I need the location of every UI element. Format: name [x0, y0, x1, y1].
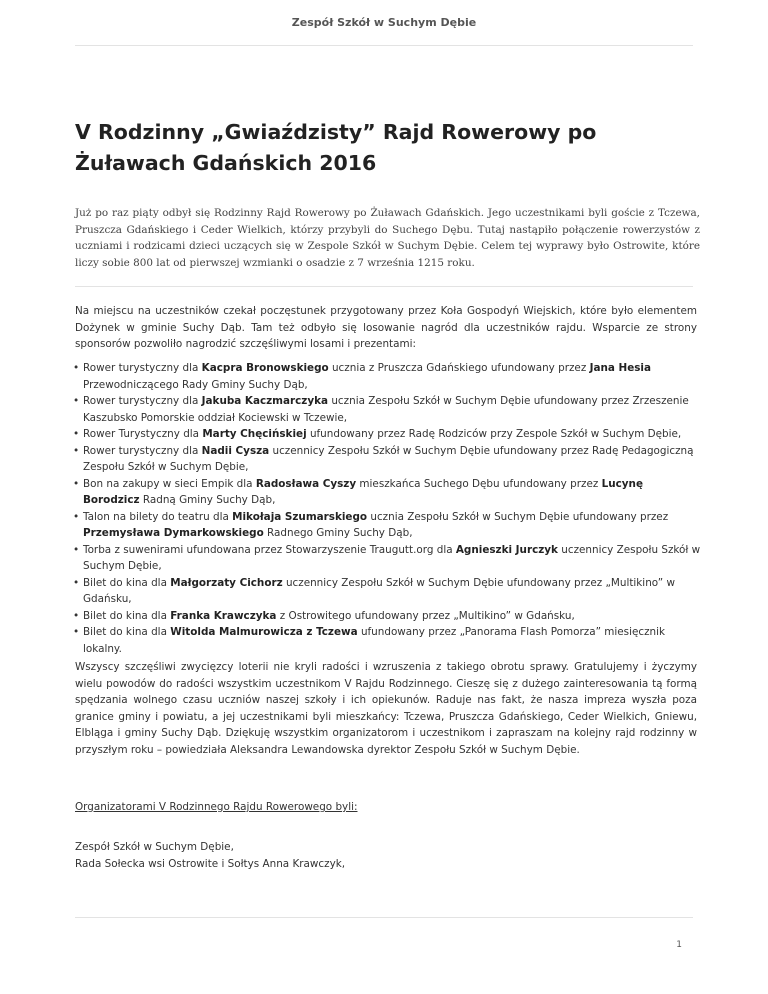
- list-item: • Rower turystyczny dla Nadii Cysza uczennicy Zespołu Szkół w Suchym Dębie ufundowany przez Radę Pedagogiczną Zespołu Szkół w Suchym Dębie,: [75, 443, 703, 476]
- list-item: • Bilet do kina dla Witolda Malmurowicza z Tczewa ufundowany przez „Panorama Flash Pomorza” miesięcznik lokalny.: [75, 624, 703, 657]
- list-item: • Bon na zakupy w sieci Empik dla Radosława Cyszy mieszkańca Suchego Dębu ufundowany przez Lucynę Borodzicz Radną Gminy Suchy Dąb,: [75, 476, 703, 509]
- prizes-intro-paragraph: Na miejscu na uczestników czekał poczęstunek przygotowany przez Koła Gospodyń Wiejskich, które było elementem Dożynek w gminie Suchy Dąb. Tam też odbyło się losowanie nagród dla uczestników rajdu. Wsparcie ze strony sponsorów pozwoliło nagrodzić szczęśliwymi losami i prezentami:: [75, 305, 697, 350]
- header-divider: [75, 45, 693, 46]
- footer-divider: [75, 917, 693, 918]
- prizes-list: [75, 360, 703, 657]
- closing-paragraph: Wszyscy szczęśliwi zwycięzcy loterii nie kryli radości i wzruszenia z takiego obrotu sprawy. Gratulujemy i życzymy wielu powodów do radości wszystkim uczestnikom V Rajdu Rodzinnego. Cieszę się z dużego zainteresowania tą formą spędzania wolnego czasu uczniów naszej szkoły i ich opiekunów. Raduje nas fakt, że nasza impreza wyszła poza granice gminy i powiatu, a jej uczestnikami byli mieszkańcy: Tczewa, Pruszcza Gdańskiego, Ceder Wielkich, Gniewu, Elbląga i gminy Suchy Dąb. Dziękuję wszystkim organizatorom i uczestnikom i zapraszam na kolejny rajd rodzinny w przyszłym roku – powiedziała Aleksandra Lewandowska dyrektor Zespołu Szkół w Suchym Dębie.: [75, 661, 697, 756]
- list-item: • Rower Turystyczny dla Marty Chęcińskiej ufundowany przez Radę Rodziców przy Zespole Szkół w Suchym Dębie,: [75, 426, 703, 443]
- list-item: • Talon na bilety do teatru dla Mikołaja Szumarskiego ucznia Zespołu Szkół w Suchym Dębie ufundowany przez Przemysława Dymarkowskiego Radnego Gminy Suchy Dąb,: [75, 509, 703, 542]
- article-title: V Rodzinny „Gwiaździsty” Rajd Rowerowy po Żuławach Gdańskich 2016: [75, 120, 597, 175]
- section-divider: [75, 286, 693, 287]
- organizers-heading: Organizatorami V Rodzinnego Rajdu Rowerowego byli:: [75, 801, 358, 813]
- list-item: • Rower turystyczny dla Kacpra Bronowskiego ucznia z Pruszcza Gdańskiego ufundowany przez Jana Hesia Przewodniczącego Rady Gminy Suchy Dąb,: [75, 360, 703, 393]
- list-item: • Bilet do kina dla Franka Krawczyka z Ostrowitego ufundowany przez „Multikino” w Gdańsku,: [75, 608, 703, 625]
- page-number: 1: [676, 940, 682, 950]
- organizer-item: Rada Sołecka wsi Ostrowite i Sołtys Anna Krawczyk,: [75, 858, 346, 870]
- page-header: Zespół Szkół w Suchym Dębie: [291, 16, 477, 29]
- list-item: • Rower turystyczny dla Jakuba Kaczmarczyka ucznia Zespołu Szkół w Suchym Dębie ufundowany przez Zrzeszenie Kaszubsko Pomorskie oddział Kociewski w Tczewie,: [75, 393, 703, 426]
- list-item: • Torba z suwenirami ufundowana przez Stowarzyszenie Traugutt.org dla Agnieszki Jurczyk uczennicy Zespołu Szkół w Suchym Dębie,: [75, 542, 703, 575]
- list-item: • Bilet do kina dla Małgorzaty Cichorz uczennicy Zespołu Szkół w Suchym Dębie ufundowany przez „Multikino” w Gdańsku,: [75, 575, 703, 608]
- intro-paragraph: Już po raz piąty odbył się Rodzinny Rajd Rowerowy po Żuławach Gdańskich. Jego uczestnikami byli goście z Tczewa, Pruszcza Gdańskiego i Ceder Wielkich, którzy przybyli do Suchego Dębu. Tutaj nastąpiło połączenie rowerzystów z uczniami i rodzicami dzieci uczących się w Zespole Szkół w Suchym Dębie. Celem tej wyprawy było Ostrowite, które liczy sobie 800 lat od pierwszej wzmianki o osadzie z 7 września 1215 roku.: [75, 207, 700, 269]
- organizer-item: Zespół Szkół w Suchym Dębie,: [75, 841, 234, 853]
